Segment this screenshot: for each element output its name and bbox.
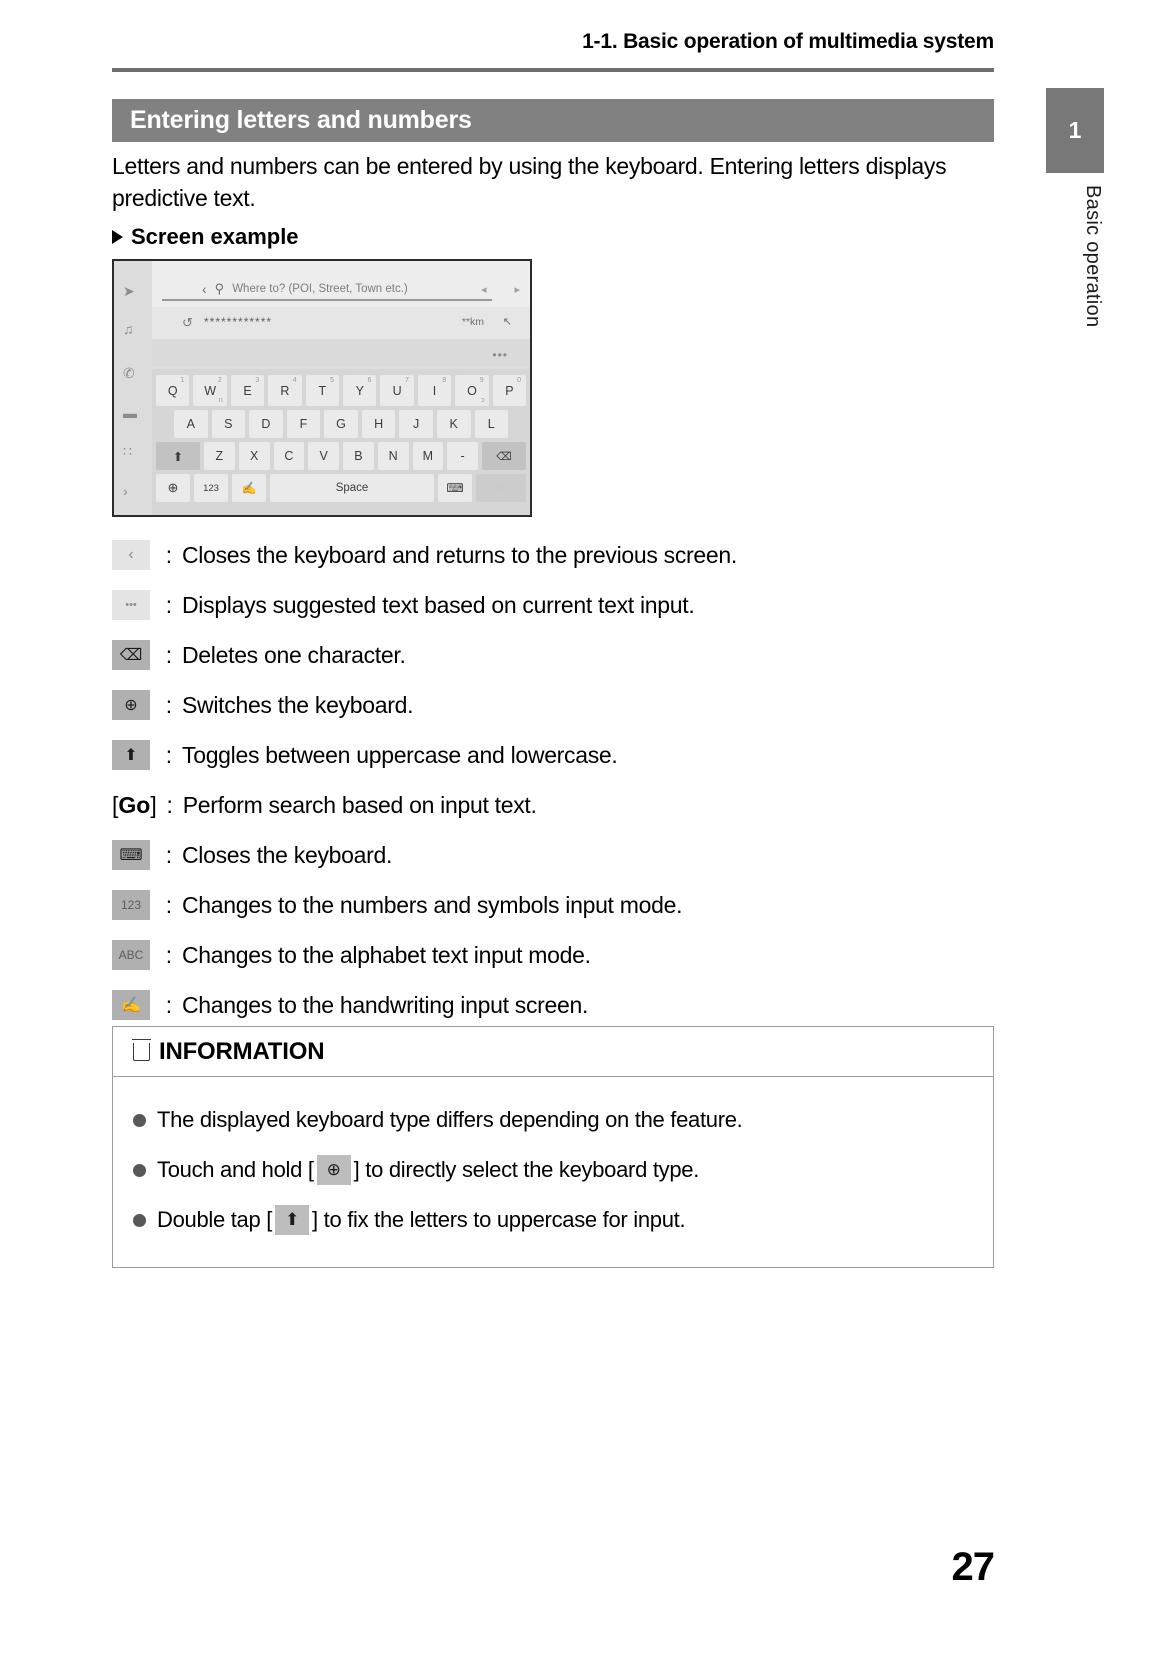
key-h: H	[362, 410, 396, 438]
shift-arrow-icon: ⬆	[275, 1205, 309, 1235]
key-s: S	[212, 410, 246, 438]
suggestion-row	[152, 339, 530, 367]
legend-row-suggestions	[112, 580, 994, 630]
bullet-text-after: ] to directly select the keyboard type.	[353, 1157, 700, 1182]
shift-arrow-icon: ⬆	[156, 442, 200, 470]
information-bullet	[113, 1095, 993, 1145]
information-bullet	[113, 1145, 993, 1195]
legend-row-alphabet	[112, 930, 994, 980]
keyboard-row-2	[152, 410, 530, 438]
legend-description: Changes to the numbers and symbols input mode.	[182, 891, 683, 918]
key-r: R 4	[268, 375, 301, 406]
prev-arrow-icon: ◂	[480, 284, 487, 296]
key-v: V	[308, 442, 339, 470]
key-d: D	[249, 410, 283, 438]
back-chevron-icon: ‹	[112, 540, 150, 570]
search-row	[202, 281, 408, 297]
legend-description: Changes to the alphabet text input mode.	[182, 941, 591, 968]
legend-description: Deletes one character.	[182, 641, 406, 668]
subheading-label: Screen example	[131, 224, 299, 249]
hide-keyboard-icon: ⌨	[112, 840, 150, 870]
bullet-text-before: Double tap [	[157, 1207, 273, 1232]
legend-description: Perform search based on input text.	[182, 791, 537, 818]
legend-colon: :	[165, 841, 173, 868]
legend-row-numbers	[112, 880, 994, 930]
navigation-arrow-icon: ➤	[123, 283, 135, 299]
bullet-dot-icon	[133, 1214, 146, 1227]
legend-description: Changes to the handwriting input screen.	[182, 991, 589, 1018]
page-number: 27	[951, 1545, 994, 1589]
bullet-dot-icon	[133, 1114, 146, 1127]
bullet-text: The displayed keyboard type differs depending on the feature.	[157, 1107, 743, 1132]
legend-colon: :	[165, 741, 173, 768]
key-f: F	[287, 410, 321, 438]
key-m: M	[413, 442, 444, 470]
key-c: C	[274, 442, 305, 470]
chapter-tab-number: 1	[1068, 117, 1082, 143]
menu-icon: ›	[123, 483, 128, 499]
music-note-icon: ♫	[123, 321, 134, 337]
key-e: E 3	[231, 375, 264, 406]
go-button: Go	[476, 474, 526, 502]
phone-icon: ✆	[123, 365, 135, 381]
numbers-mode-icon: 123	[194, 474, 228, 502]
key-o: O 9 ɔ	[455, 375, 488, 406]
legend-colon: :	[165, 891, 173, 918]
book-icon	[133, 1042, 150, 1061]
globe-icon: ⊕	[112, 690, 150, 720]
key-u: U 7	[380, 375, 413, 406]
history-distance: **km	[461, 316, 484, 328]
key-k: K	[437, 410, 471, 438]
legend-colon: :	[165, 541, 173, 568]
history-expand-arrow-icon: ↖	[502, 316, 512, 328]
legend-colon: :	[165, 641, 173, 668]
globe-icon: ⊕	[156, 474, 190, 502]
keyboard-row-3	[152, 442, 530, 470]
bullet-dot-icon	[133, 1164, 146, 1177]
information-header	[113, 1027, 993, 1077]
section-header-bar	[112, 99, 994, 142]
key-g: G	[324, 410, 358, 438]
key-q: Q 1	[156, 375, 189, 406]
triangle-bullet-icon	[112, 230, 123, 244]
key-j: J	[399, 410, 433, 438]
back-chevron-icon: ‹	[202, 281, 207, 297]
bullet-text-before: Touch and hold [	[157, 1157, 314, 1182]
legend-colon: :	[165, 941, 173, 968]
legend-row-handwriting	[112, 980, 994, 1030]
legend-colon: :	[165, 691, 173, 718]
go-button-label: [Go]	[112, 791, 157, 818]
key-y: Y 6	[343, 375, 376, 406]
icon-legend-list	[112, 530, 994, 1030]
legend-row-hide-keyboard	[112, 830, 994, 880]
suggestion-dots-icon: •••	[112, 590, 150, 620]
legend-colon: :	[165, 991, 173, 1018]
legend-description: Switches the keyboard.	[182, 691, 414, 718]
globe-icon: ⊕	[317, 1155, 351, 1185]
keyboard-row-4	[152, 474, 530, 502]
legend-description: Closes the keyboard and returns to the previous screen.	[182, 541, 737, 568]
legend-row-go	[112, 780, 994, 830]
next-arrow-icon: ▸	[514, 284, 520, 296]
key-t: T 5	[306, 375, 339, 406]
handwriting-icon: ✍	[232, 474, 266, 502]
chapter-tab-label: Basic operation	[1082, 185, 1104, 328]
legend-row-shift	[112, 730, 994, 780]
bullet-text-after: ] to fix the letters to uppercase for input.	[312, 1207, 686, 1232]
search-input-placeholder: Where to? (POI, Street, Town etc.)	[232, 283, 408, 295]
search-underline	[162, 299, 492, 301]
legend-description: Displays suggested text based on current text input.	[182, 591, 695, 618]
numbers-mode-icon: 123	[112, 890, 150, 920]
key-l: L	[475, 410, 509, 438]
information-box	[112, 1026, 994, 1268]
history-result-row	[152, 307, 530, 339]
history-masked-text: ************	[204, 315, 273, 329]
key-n: N	[378, 442, 409, 470]
legend-description: Closes the keyboard.	[182, 841, 393, 868]
backspace-icon: ⌫	[482, 442, 526, 470]
key-a: A	[174, 410, 208, 438]
search-icon: ⚲	[214, 281, 225, 296]
suggestion-dots-icon: •••	[492, 348, 508, 362]
handwriting-icon: ✍	[112, 990, 150, 1020]
car-icon: ▬	[123, 405, 137, 421]
key-x: X	[239, 442, 270, 470]
legend-row-backspace	[112, 630, 994, 680]
screen-example-image	[112, 259, 532, 517]
subheading-screen-example	[112, 224, 299, 250]
backspace-icon: ⌫	[112, 640, 150, 670]
key-hyphen: -	[447, 442, 478, 470]
screen-example-canvas	[114, 261, 530, 515]
header-divider-rule	[112, 68, 994, 72]
information-bullet	[113, 1195, 993, 1245]
information-title: INFORMATION	[159, 1037, 325, 1065]
on-screen-keyboard	[152, 369, 530, 515]
pager-arrows	[481, 283, 520, 296]
running-header: 1-1. Basic operation of multimedia system	[582, 30, 994, 53]
legend-row-globe	[112, 680, 994, 730]
history-clock-icon: ↺	[182, 315, 193, 330]
left-rail	[114, 261, 152, 515]
key-i: I 8	[418, 375, 451, 406]
key-b: B	[343, 442, 374, 470]
chapter-tab	[1046, 88, 1104, 173]
intro-paragraph: Letters and numbers can be entered by using the keyboard. Entering letters displays predictive text.	[112, 153, 947, 211]
legend-colon: :	[166, 791, 173, 818]
keyboard-row-1	[152, 375, 530, 406]
alphabet-mode-icon: ABC	[112, 940, 150, 970]
information-body	[113, 1077, 993, 1267]
shift-arrow-icon: ⬆	[112, 740, 150, 770]
key-z: Z	[204, 442, 235, 470]
key-p: P 0	[493, 375, 526, 406]
legend-colon: :	[165, 591, 173, 618]
section-title: Entering letters and numbers	[130, 106, 472, 134]
legend-row-back	[112, 530, 994, 580]
key-space: Space	[270, 474, 434, 502]
legend-description: Toggles between uppercase and lowercase.	[182, 741, 618, 768]
hide-keyboard-icon: ⌨	[438, 474, 472, 502]
apps-icon: ∷	[123, 443, 132, 459]
key-w: W 2 n	[193, 375, 226, 406]
